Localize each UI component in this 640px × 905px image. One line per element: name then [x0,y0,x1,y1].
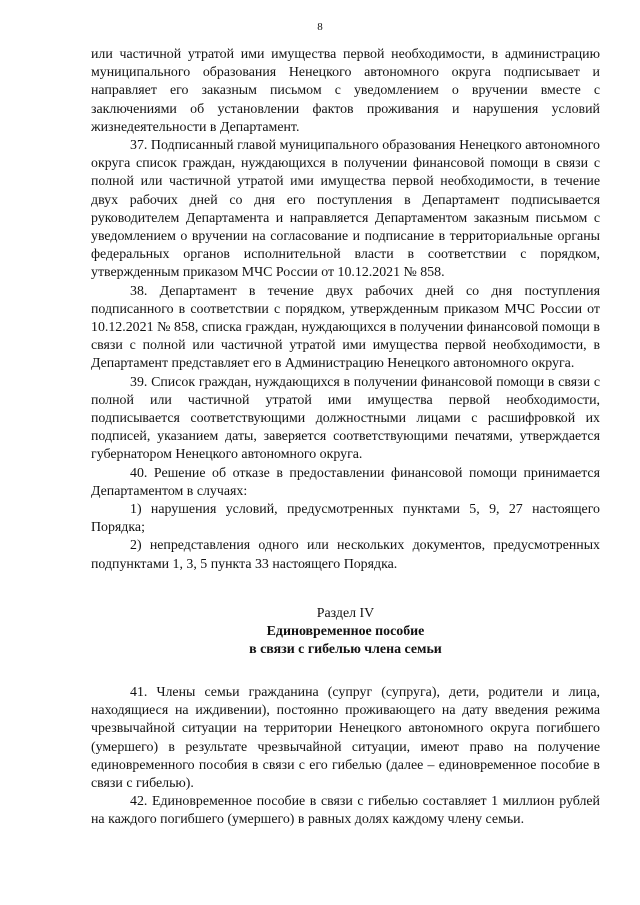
section-heading [91,605,600,660]
page-number: 8 [317,21,323,33]
paragraph-41: 41. Члены семьи гражданина (супруг (супруга), дети, родители и лица, находящиеся на иждивении), постоянно проживающего на дату введения режима чрезвычайной ситуации на территории Ненецкого автономного округа погибшего (умершего) в результате чрезвычайной ситуации, имеют право на получение единовременного пособия в связи с его гибелью (далее – единовременное пособие в связи с гибелью). [91,685,600,792]
paragraph-38: 38. Департамент в течение двух рабочих дней со дня поступления подписанного в соответствии с порядком, утвержденным приказом МЧС России от 10.12.2021 № 858, списка граждан, нуждающихся в получении финансовой помощи в связи с полной или частичной утратой ими имущества первой необходимости, в Департамент представляет его в Администрацию Ненецкого автономного округа. [91,283,600,372]
body-text-top [91,46,600,574]
section-title-line-2: в связи с гибелью члена семьи [249,642,442,658]
paragraph-continuation: или частичной утратой ими имущества первой необходимости, в администрацию муниципального образования Ненецкого автономного округа подписывает и направляет его заказным письмом с уведомлением о вручении вместе с заключениями об установлении фактов проживания и нарушения условий жизнедеятельности в Департамент. [91,47,600,135]
paragraph-37: 37. Подписанный главой муниципального образования Ненецкого автономного округа список граждан, нуждающихся в получении финансовой помощи в связи с полной или частичной утратой ими имущества первой необходимости, в течение двух рабочих дней со дня его поступления в Департамент подписывается руководителем Департамента и направляется Департаментом заказным письмом с уведомлением о вручении на согласование и подписание в территориальные органы федеральных органов исполнительной власти в соответствии с порядком, утвержденным приказом МЧС России от 10.12.2021 № 858. [91,138,600,281]
section-title-line-1: Единовременное пособие [266,624,425,640]
paragraph-39: 39. Список граждан, нуждающихся в получении финансовой помощи в связи с полной или частичной утратой ими имущества первой необходимости, подписывается соответствующими должностными лицами с расшифровкой их подписей, указанием даты, заверяется соответствующими печатями, утверждается губернатором Ненецкого автономного округа. [91,374,600,463]
paragraph-42: 42. Единовременное пособие в связи с гибелью составляет 1 миллион рублей на каждого погибшего (умершего) в равных долях каждому члену семьи. [91,794,600,828]
paragraph-40-item-2: 2) непредставления одного или нескольких документов, предусмотренных подпунктами 1, 3, 5 пункта 33 настоящего Порядка. [91,538,600,572]
paragraph-40: 40. Решение об отказе в предоставлении финансовой помощи принимается Департаментом в случаях: [91,465,600,499]
paragraph-40-item-1: 1) нарушения условий, предусмотренных пунктами 5, 9, 27 настоящего Порядка; [91,502,600,536]
section-number: Раздел IV [316,606,375,621]
body-text-bottom [91,684,600,830]
